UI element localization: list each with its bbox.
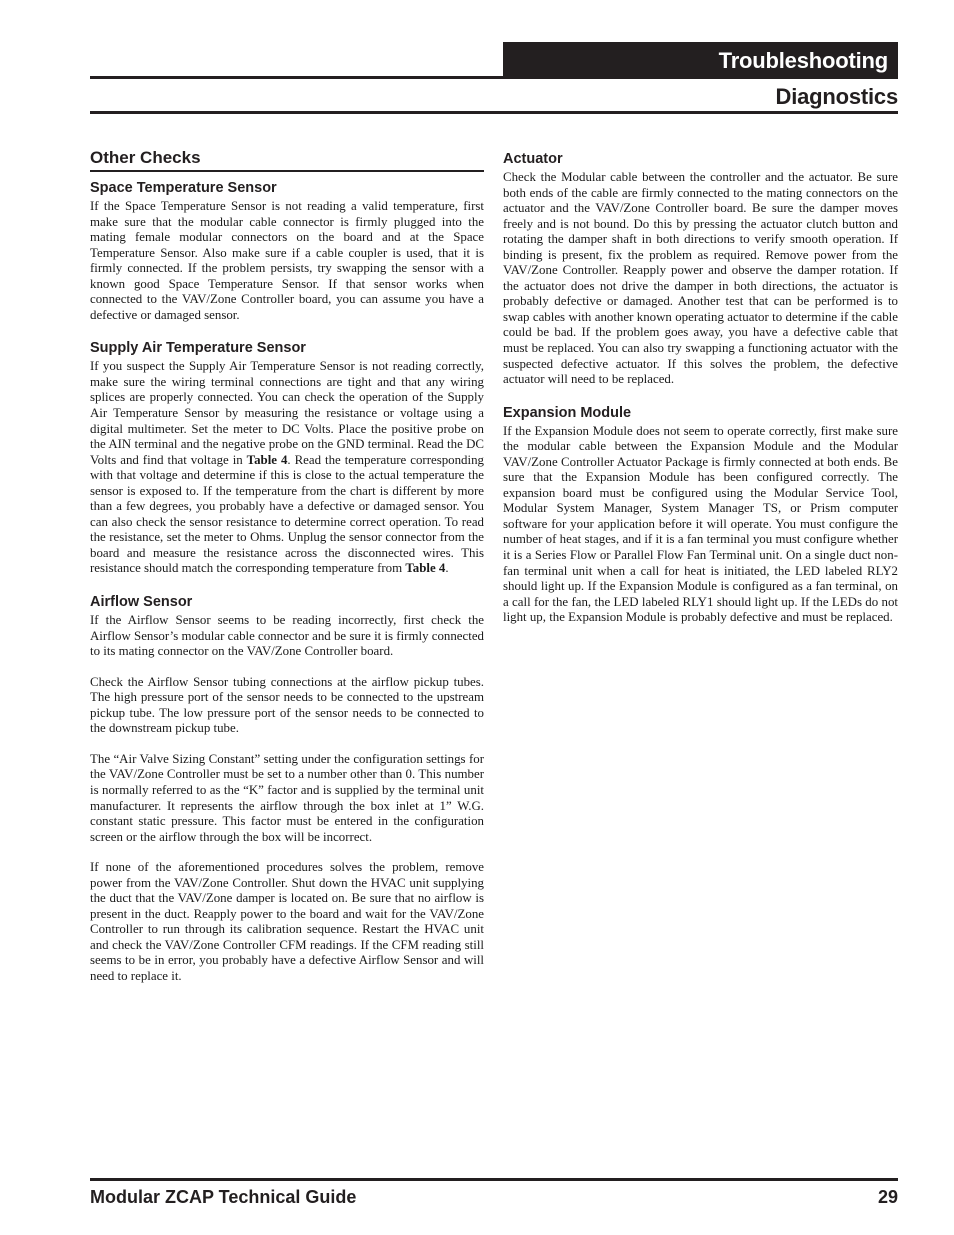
other-checks-heading: Other Checks (90, 148, 484, 172)
supply-air-heading: Supply Air Temperature Sensor (90, 340, 306, 357)
header-rule-top (90, 76, 898, 79)
left-column (90, 148, 484, 985)
footer-title: Modular ZCAP Technical Guide (90, 1187, 357, 1207)
actuator-paragraph: Check the Modular cable between the controller and the actuator. Be sure both ends of the cable are firmly connected to the mating connectors on the actuator and the VAV/Zone Controller board. Be sure the damper moves freely and is not bound. Do this by pressing the actuator clutch button and rotating the damper shaft in both directions to verify smooth operation. If binding is present, fix the problem as required. Remove power from the VAV/Zone Controller. Reapply power and observe the damper rotation. If the actuator does not drive the damper in both directions, the actuator is probably defective or damaged. Another test that can be performed is to swap cables with another known operating actuator to determine if the cable could be bad. If the problem goes away, you have a defective cable that must be replaced. You can also try swapping a functioning actuator with the suspected defective actuator. If this solves the problem, the defective actuator will need to be replaced. (503, 170, 898, 387)
space-temp-heading: Space Temperature Sensor (90, 180, 277, 196)
subsection-title: Diagnostics (775, 84, 898, 109)
section-title: Troubleshooting (718, 48, 888, 73)
page-number: 29 (877, 1187, 898, 1207)
airflow-paragraph-2: Check the Airflow Sensor tubing connections at the airflow pickup tubes. The high pressure port of the sensor needs to be connected to the upstream pickup tube. The low pressure port of the sensor needs to be connected to the downstream pickup tube. (90, 674, 484, 736)
right-column (503, 150, 898, 626)
airflow-paragraph-3: The “Air Valve Sizing Constant” setting under the configuration settings for the VAV/Zone Controller must be set to a number other than 0. This number is normally referred to as the “K” factor and is supplied by the terminal unit manufacturer. It represents the airflow through the box inlet at 1” W.G. constant static pressure. This factor must be entered in the configuration screen or the airflow through the box will be incorrect. (90, 751, 484, 844)
header-rule-bottom (90, 111, 898, 114)
airflow-paragraph-4: If none of the aforementioned procedures solves the problem, remove power from the VAV/Zone Controller. Shut down the HVAC unit supplying the duct that the VAV/Zone damper is located on. Be sure that no airflow is present in the duct. Reapply power to the board and wait for the VAV/Zone Controller to run through its calibration sequence. Restart the HVAC unit and check the VAV/Zone Controller CFM readings. If the CFM reading still seems to be in error, you probably have a defective Airflow Sensor and will need to replace it. (90, 860, 484, 983)
expansion-heading: Expansion Module (503, 404, 632, 421)
actuator-heading: Actuator (503, 151, 563, 167)
space-temp-paragraph: If the Space Temperature Sensor is not reading a valid temperature, first make sure that the modular cable connector is firmly plugged into the mating female modular connectors on the board and at the Space Temperature Sensor. Also make sure if a cable coupler is used, that it is firmly connected. If the problem persists, try swapping the sensor with a known good Space Temperature Sensor. If that sensor works when connected to the VAV/Zone Controller board, you can assume you have a defective or damaged sensor. (90, 199, 484, 322)
footer-rule (90, 1178, 898, 1181)
header-bar (503, 42, 898, 79)
airflow-paragraph-1: If the Airflow Sensor seems to be reading incorrectly, first check the Airflow Sensor’s modular cable connector and be sure it is firmly connected to its mating connector on the VAV/Zone Controller board. (90, 613, 484, 659)
expansion-paragraph: If the Expansion Module does not seem to operate correctly, first make sure the modular cable between the Expansion Module and the Modular VAV/Zone Controller Actuator Package is firmly connected at both ends. Be sure that the Expansion Module has been configured correctly. The expansion board must be configured using the Modular Service Tool, Modular System Manager, System Manager TS, or Prism computer software for your application before it will operate. You must configure the number of heat stages, and if it is a fan terminal you must configure whether it is a Series Flow or Parallel Flow Fan Terminal unit. On a single duct non-fan terminal unit when a call for heat is initiated, the LED labeled RLY2 should light up. If the Expansion Module is configured as a fan terminal, on a call for the fan, the LED labeled RLY1 should light up. If the LEDs do not light up, the Expansion Module is probably defective and must be replaced. (503, 423, 898, 625)
airflow-heading: Airflow Sensor (90, 594, 193, 611)
supply-air-paragraph: If you suspect the Supply Air Temperature Sensor is not reading correctly, make sure the wiring terminal connections are tight and that any wiring splices are properly connected. You can check the operation of the Supply Air Temperature Sensor by measuring the resistance or voltage using a digital multimeter. Set the meter to DC Volts. Place the positive probe on the AIN terminal and the negative probe on the GND terminal. Read the DC Volts and find that voltage in Table 4. Read the temperature corresponding with that voltage and determine if this is close to the actual temperature the sensor is exposed to. If the temperature from the chart is different by more than a few degrees, you probably have a defective or damaged sensor. You can also check the sensor resistance to determine correct operation. To read the resistance, set the meter to Ohms. Unplug the sensor connector from the board and measure the resistance across the disconnected wires. This resistance should match the corresponding temperature from Table 4. (90, 359, 484, 576)
